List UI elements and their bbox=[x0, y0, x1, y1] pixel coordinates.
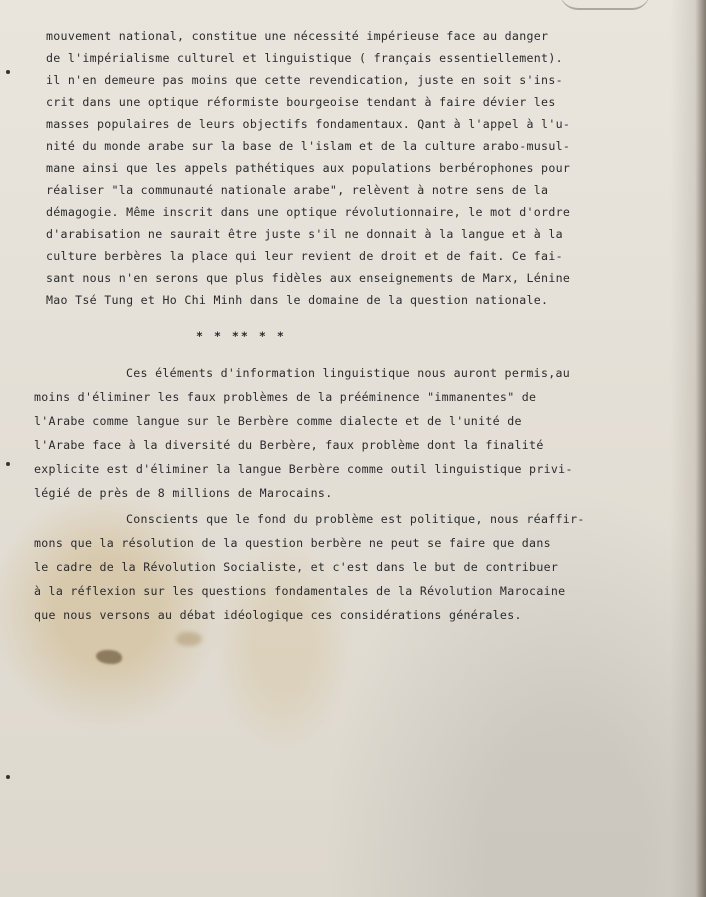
text-line: culture berbères la place qui leur revient de droit et de fait. Ce fai- bbox=[46, 249, 563, 263]
text-line: de l'impérialisme culturel et linguistique ( français essentiellement). bbox=[46, 51, 563, 65]
text-line: nité du monde arabe sur la base de l'islam et de la culture arabo-musul- bbox=[46, 139, 571, 153]
text-line: crit dans une optique réformiste bourgeoise tendant à faire dévier les bbox=[46, 95, 556, 109]
ink-stain bbox=[96, 650, 122, 664]
text-line: Ces éléments d'information linguistique nous auront permis,au bbox=[126, 366, 571, 380]
text-line: réaliser "la communauté nationale arabe", relèvent à notre sens de la bbox=[46, 183, 549, 197]
text-line: Mao Tsé Tung et Ho Chi Minh dans le domaine de la question nationale. bbox=[46, 293, 549, 307]
section-separator: * * ** * * bbox=[196, 329, 286, 343]
text-line: légié de près de 8 millions de Marocains. bbox=[34, 486, 333, 500]
text-line: démagogie. Même inscrit dans une optique révolutionnaire, le mot d'ordre bbox=[46, 205, 571, 219]
text-line: masses populaires de leurs objectifs fondamentaux. Qant à l'appel à l'u- bbox=[46, 117, 571, 131]
text-line: mouvement national, constitue une nécessité impérieuse face au danger bbox=[46, 29, 549, 43]
text-line: sant nous n'en serons que plus fidèles aux enseignements de Marx, Lénine bbox=[46, 271, 571, 285]
text-line: l'Arabe comme langue sur le Berbère comme dialecte et de l'unité de bbox=[34, 414, 522, 428]
text-line: Conscients que le fond du problème est politique, nous réaffir- bbox=[126, 512, 585, 526]
text-line: que nous versons au débat idéologique ces considérations générales. bbox=[34, 608, 522, 622]
text-line: moins d'éliminer les faux problèmes de la prééminence "immanentes" de bbox=[34, 390, 537, 404]
text-line: mons que la résolution de la question berbère ne peut se faire que dans bbox=[34, 536, 551, 550]
margin-speck bbox=[6, 775, 10, 779]
text-line: mane ainsi que les appels pathétiques aux populations berbérophones pour bbox=[46, 161, 571, 175]
text-line: à la réflexion sur les questions fondamentales de la Révolution Marocaine bbox=[34, 584, 566, 598]
text-line: l'Arabe face à la diversité du Berbère, faux problème dont la finalité bbox=[34, 438, 544, 452]
text-line: explicite est d'éliminer la langue Berbère comme outil linguistique privi- bbox=[34, 462, 573, 476]
text-line: d'arabisation ne saurait être juste s'il ne donnait à la langue et à la bbox=[46, 227, 563, 241]
text-line: le cadre de la Révolution Socialiste, et c'est dans le but de contribuer bbox=[34, 560, 559, 574]
text-line: il n'en demeure pas moins que cette revendication, juste en soit s'ins- bbox=[46, 73, 563, 87]
